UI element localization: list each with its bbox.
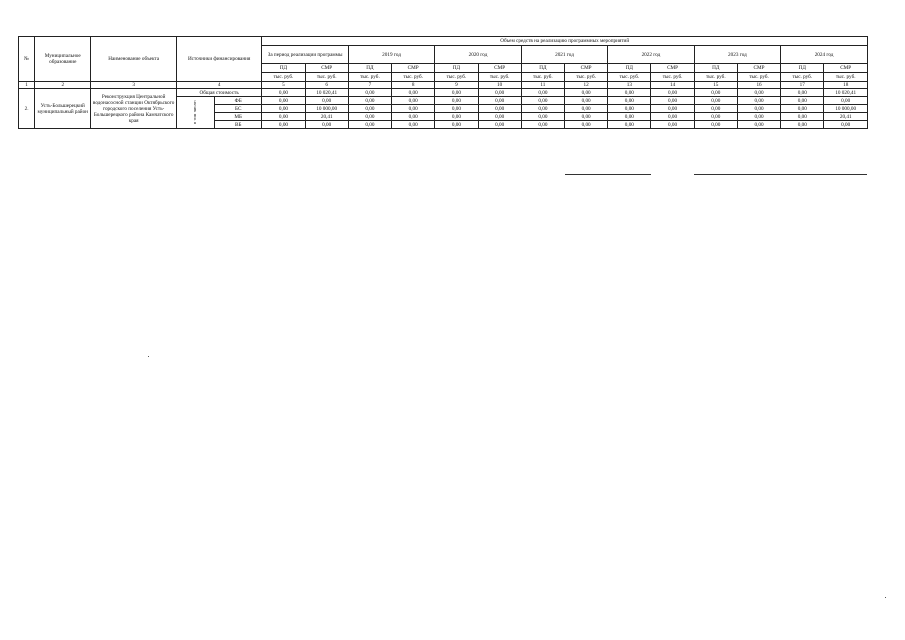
value-cell: 0,00 bbox=[521, 89, 564, 97]
col-number: 16 bbox=[737, 82, 780, 89]
header-year-2021: 2021 год bbox=[521, 46, 607, 64]
col-number: 3 bbox=[91, 82, 176, 89]
value-cell: 0,00 bbox=[392, 113, 435, 121]
value-cell: 0,00 bbox=[608, 105, 651, 113]
value-cell: 0,00 bbox=[435, 89, 478, 97]
value-cell: 0,00 bbox=[305, 97, 348, 105]
unit-cell: тыс. руб. bbox=[781, 73, 824, 82]
header-smr: СМР bbox=[564, 64, 607, 73]
financing-table bbox=[18, 36, 868, 129]
source-label: МБ bbox=[215, 113, 262, 121]
value-cell: 10 000,00 bbox=[824, 105, 868, 113]
col-number: 12 bbox=[564, 82, 607, 89]
header-year-2019: 2019 год bbox=[348, 46, 434, 64]
value-cell: 20,41 bbox=[824, 113, 868, 121]
col-number: 10 bbox=[478, 82, 521, 89]
unit-cell: тыс. руб. bbox=[392, 73, 435, 82]
total-label: Общая стоимость bbox=[176, 89, 261, 97]
value-cell: 0,00 bbox=[435, 97, 478, 105]
value-cell: 0,00 bbox=[392, 121, 435, 129]
unit-cell: тыс. руб. bbox=[608, 73, 651, 82]
value-cell: 0,00 bbox=[392, 89, 435, 97]
value-cell: 0,00 bbox=[651, 97, 694, 105]
value-cell: 0,00 bbox=[737, 89, 780, 97]
col-number: 17 bbox=[781, 82, 824, 89]
value-cell: 0,00 bbox=[521, 121, 564, 129]
source-label: ВБ bbox=[215, 121, 262, 129]
header-program-period: За период реализации программы bbox=[262, 46, 348, 64]
header-smr: СМР bbox=[478, 64, 521, 73]
unit-cell: тыс. руб. bbox=[737, 73, 780, 82]
col-number: 8 bbox=[392, 82, 435, 89]
value-cell: 0,00 bbox=[781, 89, 824, 97]
value-cell: 0,00 bbox=[694, 113, 737, 121]
header-sources: Источники финансирования bbox=[176, 37, 261, 82]
value-cell: 10 000,00 bbox=[305, 105, 348, 113]
value-cell: 0,00 bbox=[521, 97, 564, 105]
header-pd: ПД bbox=[348, 64, 391, 73]
value-cell: 0,00 bbox=[262, 121, 305, 129]
header-no: № bbox=[19, 37, 35, 82]
col-number: 6 bbox=[305, 82, 348, 89]
header-year-2023: 2023 год bbox=[694, 46, 780, 64]
row-no: 2. bbox=[19, 89, 35, 129]
value-cell: 0,00 bbox=[348, 113, 391, 121]
header-volume: Объем средств на реализацию программных мероприятий bbox=[262, 37, 868, 46]
header-smr: СМР bbox=[737, 64, 780, 73]
value-cell: 0,00 bbox=[435, 121, 478, 129]
value-cell: 0,00 bbox=[564, 97, 607, 105]
value-cell: 20,41 bbox=[305, 113, 348, 121]
col-number: 15 bbox=[694, 82, 737, 89]
value-cell: 0,00 bbox=[478, 113, 521, 121]
value-cell: 0,00 bbox=[392, 105, 435, 113]
value-cell: 0,00 bbox=[392, 97, 435, 105]
header-smr: СМР bbox=[651, 64, 694, 73]
value-cell: 0,00 bbox=[564, 113, 607, 121]
value-cell: 0,00 bbox=[564, 121, 607, 129]
header-smr: СМР bbox=[392, 64, 435, 73]
value-cell: 0,00 bbox=[737, 113, 780, 121]
value-cell: 0,00 bbox=[478, 121, 521, 129]
value-cell: 0,00 bbox=[262, 105, 305, 113]
value-cell: 0,00 bbox=[781, 97, 824, 105]
row-municipality: Усть-Большерецкий муниципальный район bbox=[35, 89, 91, 129]
value-cell: 0,00 bbox=[348, 97, 391, 105]
col-number: 2 bbox=[35, 82, 91, 89]
value-cell: 0,00 bbox=[262, 97, 305, 105]
header-smr: СМР bbox=[305, 64, 348, 73]
header-year-2022: 2022 год bbox=[608, 46, 694, 64]
source-label: БС bbox=[215, 105, 262, 113]
value-cell: 0,00 bbox=[478, 89, 521, 97]
header-smr: СМР bbox=[824, 64, 868, 73]
unit-cell: тыс. руб. bbox=[478, 73, 521, 82]
value-cell: 0,00 bbox=[694, 121, 737, 129]
value-cell: 0,00 bbox=[435, 113, 478, 121]
header-pd: ПД bbox=[521, 64, 564, 73]
value-cell: 0,00 bbox=[564, 89, 607, 97]
unit-cell: тыс. руб. bbox=[651, 73, 694, 82]
value-cell: 0,00 bbox=[608, 97, 651, 105]
value-cell: 0,00 bbox=[262, 89, 305, 97]
col-number: 13 bbox=[608, 82, 651, 89]
scan-speck bbox=[885, 597, 886, 598]
value-cell: 0,00 bbox=[694, 89, 737, 97]
header-object-name: Наименование объекта bbox=[91, 37, 176, 82]
value-cell: 0,00 bbox=[262, 113, 305, 121]
value-cell: 0,00 bbox=[737, 105, 780, 113]
value-cell: 0,00 bbox=[305, 121, 348, 129]
unit-cell: тыс. руб. bbox=[305, 73, 348, 82]
unit-cell: тыс. руб. bbox=[521, 73, 564, 82]
value-cell: 0,00 bbox=[651, 113, 694, 121]
value-cell: 0,00 bbox=[608, 89, 651, 97]
value-cell: 10 020,41 bbox=[824, 89, 868, 97]
value-cell: 0,00 bbox=[737, 121, 780, 129]
unit-cell: тыс. руб. bbox=[694, 73, 737, 82]
source-label: ФБ bbox=[215, 97, 262, 105]
value-cell: 0,00 bbox=[608, 113, 651, 121]
unit-cell: тыс. руб. bbox=[348, 73, 391, 82]
value-cell: 0,00 bbox=[478, 105, 521, 113]
value-cell: 0,00 bbox=[521, 105, 564, 113]
scan-speck bbox=[148, 356, 149, 357]
value-cell: 0,00 bbox=[781, 121, 824, 129]
value-cell: 0,00 bbox=[608, 121, 651, 129]
header-pd: ПД bbox=[781, 64, 824, 73]
value-cell: 0,00 bbox=[781, 113, 824, 121]
value-cell: 0,00 bbox=[348, 89, 391, 97]
value-cell: 0,00 bbox=[651, 121, 694, 129]
header-pd: ПД bbox=[608, 64, 651, 73]
value-cell: 0,00 bbox=[521, 113, 564, 121]
value-cell: 0,00 bbox=[348, 121, 391, 129]
value-cell: 0,00 bbox=[781, 105, 824, 113]
header-municipality: Муниципальное образование bbox=[35, 37, 91, 82]
value-cell: 0,00 bbox=[348, 105, 391, 113]
including-label: в том числе: bbox=[176, 97, 214, 129]
unit-cell: тыс. руб. bbox=[564, 73, 607, 82]
value-cell: 0,00 bbox=[824, 121, 868, 129]
value-cell: 10 020,41 bbox=[305, 89, 348, 97]
value-cell: 0,00 bbox=[737, 97, 780, 105]
value-cell: 0,00 bbox=[478, 97, 521, 105]
unit-cell: тыс. руб. bbox=[262, 73, 305, 82]
col-number: 18 bbox=[824, 82, 868, 89]
col-number: 5 bbox=[262, 82, 305, 89]
value-cell: 0,00 bbox=[435, 105, 478, 113]
row-object-name: Реконструкция Центральной водонасосной станции Октябрьского городского поселения Усть-Большерецкого района Камчатского края bbox=[91, 89, 176, 129]
unit-cell: тыс. руб. bbox=[435, 73, 478, 82]
header-pd: ПД bbox=[262, 64, 305, 73]
col-number: 1 bbox=[19, 82, 35, 89]
signature-line bbox=[565, 174, 651, 175]
col-number: 4 bbox=[176, 82, 261, 89]
value-cell: 0,00 bbox=[651, 105, 694, 113]
col-number: 14 bbox=[651, 82, 694, 89]
col-number: 7 bbox=[348, 82, 391, 89]
signature-line bbox=[694, 174, 867, 175]
value-cell: 0,00 bbox=[694, 105, 737, 113]
header-year-2024: 2024 год bbox=[781, 46, 868, 64]
header-pd: ПД bbox=[435, 64, 478, 73]
col-number: 11 bbox=[521, 82, 564, 89]
value-cell: 0,00 bbox=[694, 97, 737, 105]
value-cell: 0,00 bbox=[824, 97, 868, 105]
header-year-2020: 2020 год bbox=[435, 46, 521, 64]
header-pd: ПД bbox=[694, 64, 737, 73]
value-cell: 0,00 bbox=[564, 105, 607, 113]
unit-cell: тыс. руб. bbox=[824, 73, 868, 82]
col-number: 9 bbox=[435, 82, 478, 89]
value-cell: 0,00 bbox=[651, 89, 694, 97]
